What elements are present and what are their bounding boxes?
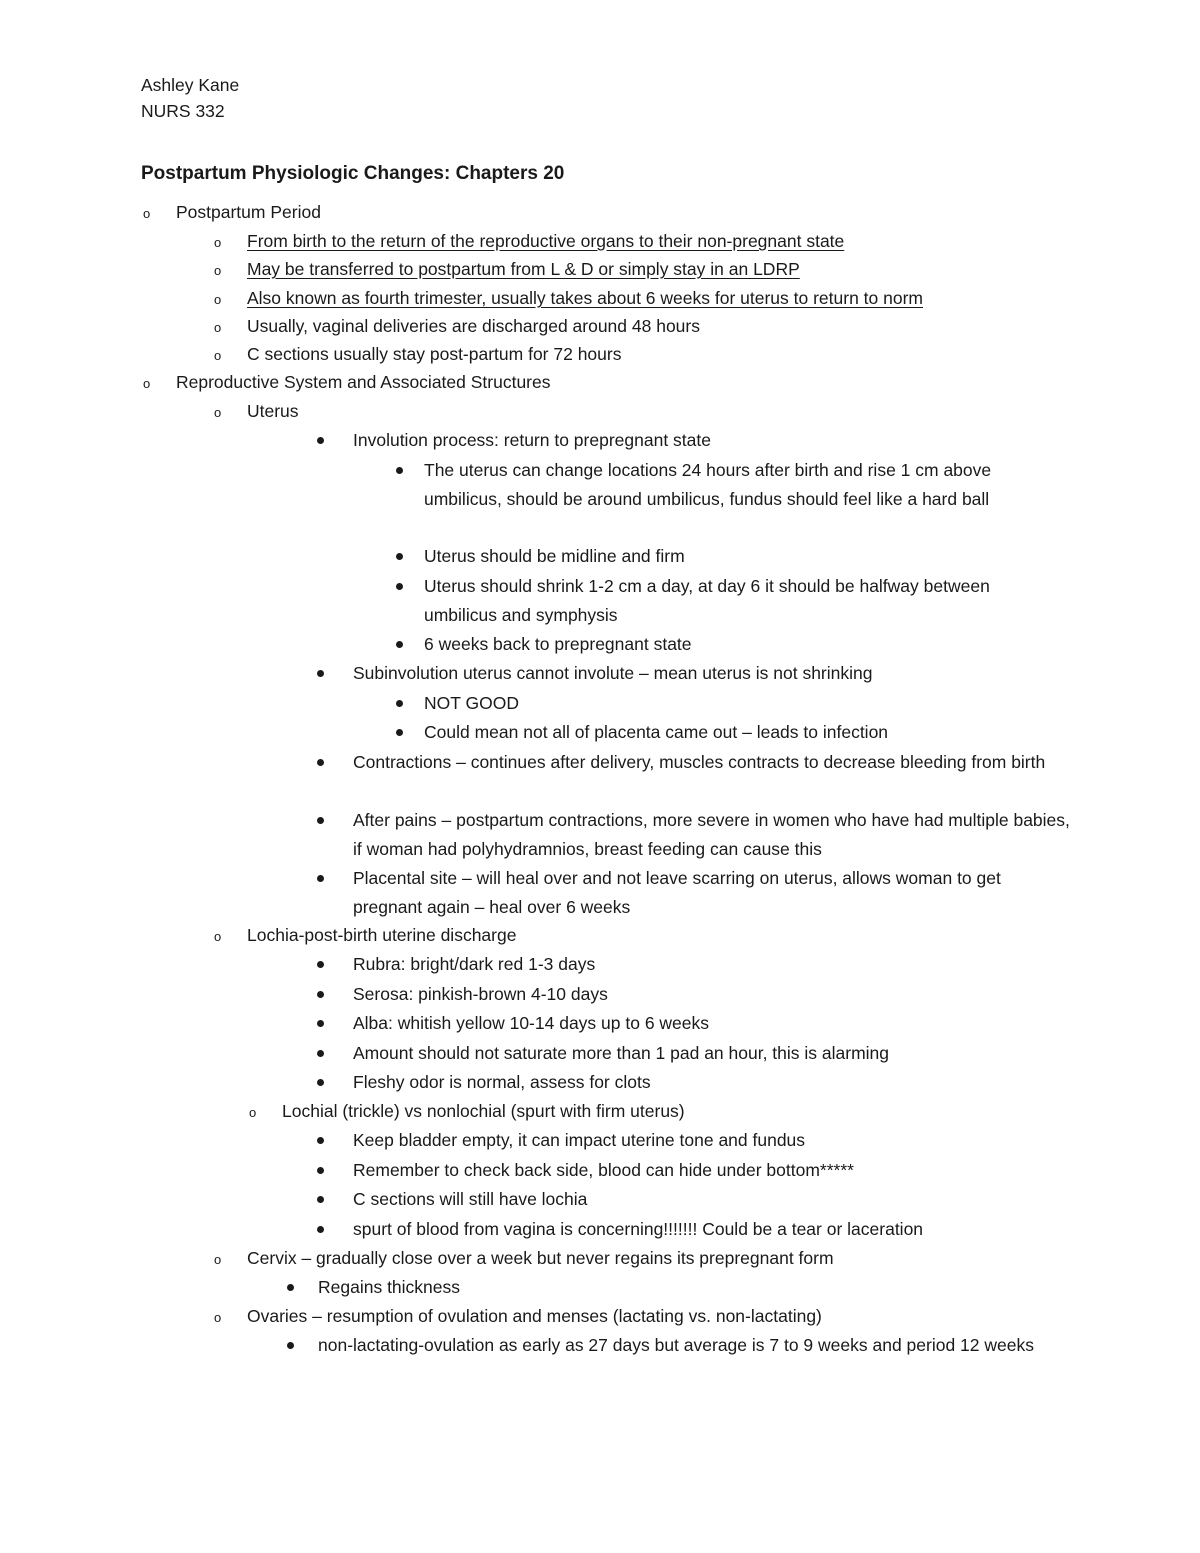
circle-bullet-icon: o — [143, 206, 151, 221]
circle-bullet-icon: o — [214, 320, 222, 335]
list-item-text: Remember to check back side, blood can hide under bottom***** — [353, 1160, 854, 1180]
list-item — [353, 1068, 1073, 1097]
bullet-icon — [317, 437, 324, 444]
list-item-text: After pains – postpartum contractions, more severe in women who have had multiple babies, if woman had polyhydramnios, breast feeding can cause this — [353, 810, 1070, 859]
list-item-text: Uterus should be midline and firm — [424, 546, 685, 566]
list-item — [353, 1185, 1073, 1214]
list-item — [214, 397, 1127, 426]
circle-bullet-icon: o — [143, 376, 151, 391]
circle-bullet-icon: o — [249, 1105, 257, 1120]
list-item-text: Usually, vaginal deliveries are discharged around 48 hours — [247, 316, 700, 336]
list-item — [424, 456, 1064, 514]
list-item — [353, 864, 1073, 922]
list-item — [424, 572, 1064, 630]
list-item — [353, 1156, 1073, 1185]
bullet-icon — [317, 817, 324, 824]
list-item-text: C sections will still have lochia — [353, 1189, 588, 1209]
bullet-icon — [317, 1020, 324, 1027]
list-item — [214, 1302, 1127, 1331]
list-item-text: Also known as fourth trimester, usually takes about 6 weeks for uterus to return to norm — [247, 288, 924, 308]
list-item — [353, 1009, 1073, 1038]
author-name: Ashley Kane — [141, 75, 240, 95]
list-item — [214, 921, 1127, 950]
list-item-text: May be transferred to postpartum from L & D or simply stay in an LDRP — [247, 259, 800, 279]
list-item — [143, 368, 1056, 397]
list-item — [214, 255, 1127, 284]
list-item-text: Fleshy odor is normal, assess for clots — [353, 1072, 651, 1092]
list-item-text: Ovaries – resumption of ovulation and menses (lactating vs. non-lactating) — [247, 1306, 822, 1326]
list-item — [353, 950, 1073, 979]
list-item-text: non-lactating-ovulation as early as 27 days but average is 7 to 9 weeks and period 12 weeks — [318, 1335, 1034, 1355]
bullet-icon — [396, 467, 403, 474]
list-item — [353, 1126, 1073, 1155]
list-item-text: Subinvolution uterus cannot involute – mean uterus is not shrinking — [353, 663, 873, 683]
bullet-icon — [396, 729, 403, 736]
list-item-text: Contractions – continues after delivery, muscles contracts to decrease bleeding from birth — [353, 752, 1046, 772]
list-item — [424, 542, 1064, 571]
circle-bullet-icon: o — [214, 235, 222, 250]
circle-bullet-icon: o — [214, 348, 222, 363]
circle-bullet-icon: o — [214, 1252, 222, 1267]
bullet-icon — [396, 553, 403, 560]
circle-bullet-icon: o — [214, 405, 222, 420]
list-item-text: Placental site – will heal over and not leave scarring on uterus, allows woman to get pregnant again – heal over 6 weeks — [353, 868, 1001, 917]
bullet-icon — [317, 961, 324, 968]
list-item-text: Alba: whitish yellow 10-14 days up to 6 weeks — [353, 1013, 710, 1033]
bullet-icon — [287, 1342, 294, 1349]
list-item-text: Lochia-post-birth uterine discharge — [247, 925, 517, 945]
list-item — [214, 340, 1127, 369]
bullet-icon — [287, 1284, 294, 1291]
circle-bullet-icon: o — [214, 292, 222, 307]
list-item-text: Regains thickness — [318, 1277, 461, 1297]
bullet-icon — [396, 700, 403, 707]
circle-bullet-icon: o — [214, 929, 222, 944]
bullet-icon — [317, 1167, 324, 1174]
list-item — [353, 1215, 1073, 1244]
list-item — [353, 806, 1073, 864]
list-item — [353, 426, 1073, 455]
list-item-text: Cervix – gradually close over a week but never regains its prepregnant form — [247, 1248, 834, 1268]
list-item — [214, 284, 1147, 313]
list-item — [353, 748, 1073, 777]
list-item — [214, 227, 1127, 256]
list-item-text: Keep bladder empty, it can impact uterine tone and fundus — [353, 1130, 806, 1150]
list-item-text: Amount should not saturate more than 1 pad an hour, this is alarming — [353, 1043, 890, 1063]
list-item — [424, 630, 1064, 659]
circle-bullet-icon: o — [214, 1310, 222, 1325]
list-item-text: The uterus can change locations 24 hours after birth and rise 1 cm above umbilicus, should be around umbilicus, fundus should feel like a hard ball — [424, 460, 992, 509]
list-item — [424, 718, 1064, 747]
list-item-text: Involution process: return to prepregnant state — [353, 430, 711, 450]
bullet-icon — [396, 583, 403, 590]
list-item-text: Reproductive System and Associated Structures — [176, 372, 551, 392]
list-item-text: Lochial (trickle) vs nonlochial (spurt with firm uterus) — [282, 1101, 685, 1121]
bullet-icon — [317, 875, 324, 882]
list-item-text: Uterus — [247, 401, 299, 421]
list-item — [318, 1331, 1058, 1360]
list-item — [353, 1039, 1073, 1068]
list-item-text: 6 weeks back to prepregnant state — [424, 634, 692, 654]
list-item — [249, 1097, 1082, 1126]
list-item — [143, 198, 1056, 227]
page-title: Postpartum Physiologic Changes: Chapters 20 — [141, 163, 565, 184]
list-item-text: Could mean not all of placenta came out – leads to infection — [424, 722, 889, 742]
list-item-text: Serosa: pinkish-brown 4-10 days — [353, 984, 608, 1004]
bullet-icon — [317, 1079, 324, 1086]
list-item-text: Rubra: bright/dark red 1-3 days — [353, 954, 596, 974]
bullet-icon — [317, 759, 324, 766]
bullet-icon — [396, 641, 403, 648]
bullet-icon — [317, 1050, 324, 1057]
list-item-text: From birth to the return of the reproductive organs to their non-pregnant state — [247, 231, 845, 251]
list-item — [353, 659, 1073, 688]
course-code: NURS 332 — [141, 101, 225, 121]
list-item-text: spurt of blood from vagina is concerning!!!!!!! Could be a tear or laceration — [353, 1219, 924, 1239]
list-item — [424, 689, 1064, 718]
list-item — [353, 980, 1073, 1009]
list-item — [214, 312, 1127, 341]
bullet-icon — [317, 670, 324, 677]
list-item-text: C sections usually stay post-partum for 72 hours — [247, 344, 622, 364]
list-item-text: NOT GOOD — [424, 693, 519, 713]
bullet-icon — [317, 991, 324, 998]
circle-bullet-icon: o — [214, 263, 222, 278]
bullet-icon — [317, 1226, 324, 1233]
bullet-icon — [317, 1137, 324, 1144]
list-item-text: Uterus should shrink 1-2 cm a day, at day 6 it should be halfway between umbilicus and symphysis — [424, 576, 990, 625]
list-item — [214, 1244, 1127, 1273]
bullet-icon — [317, 1196, 324, 1203]
list-item-text: Postpartum Period — [176, 202, 321, 222]
list-item — [318, 1273, 1078, 1302]
